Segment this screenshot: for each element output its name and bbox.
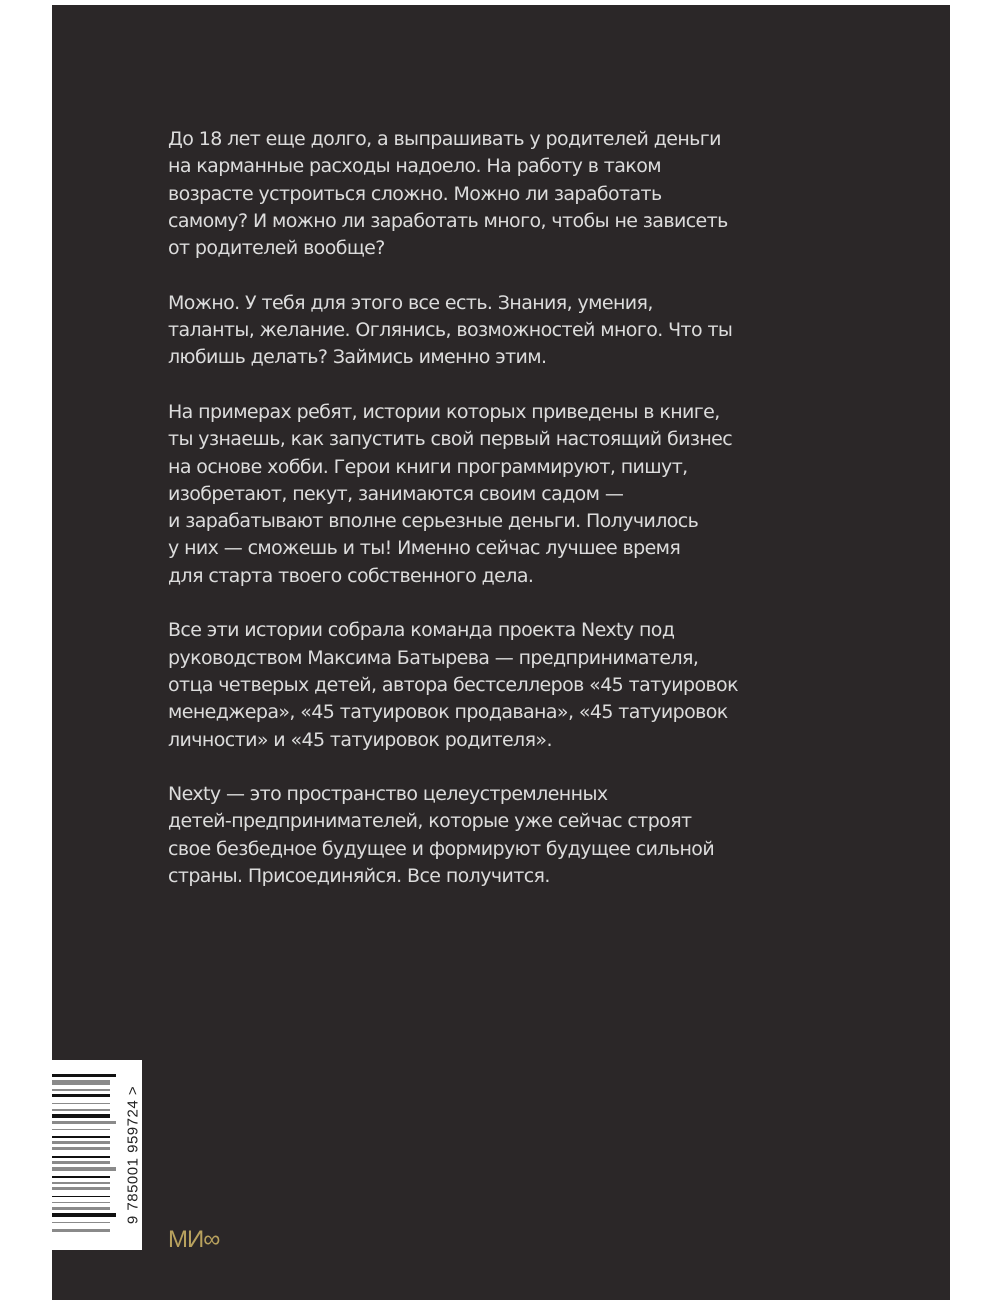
barcode-digits (122, 1060, 144, 1250)
barcode-bar (52, 1202, 110, 1204)
barcode-bar (52, 1074, 116, 1077)
text-line: Можно. У тебя для этого все есть. Знания, умения, (168, 291, 653, 314)
barcode-bar (52, 1129, 110, 1131)
barcode-bar (52, 1161, 110, 1164)
barcode-bar (52, 1121, 116, 1124)
text-line: На примерах ребят, истории которых приведены в книге, (168, 400, 720, 423)
paragraph (168, 781, 848, 890)
text-line: личности» и «45 татуировок родителя». (168, 728, 552, 751)
barcode-bar (52, 1103, 110, 1105)
text-line: отца четверых детей, автора бестселлеров «45 татуировок (168, 673, 738, 696)
barcode-bar (52, 1141, 110, 1144)
barcode-bar (52, 1207, 110, 1210)
barcode-bar (52, 1187, 110, 1190)
paragraph (168, 617, 848, 753)
barcode-bar (52, 1167, 116, 1172)
text-line: любишь делать? Займись именно этим. (168, 346, 547, 369)
paragraph (168, 290, 848, 372)
paragraph (168, 399, 848, 590)
text-line: ты узнаешь, как запустить свой первый настоящий бизнес (168, 428, 733, 451)
text-line: возрасте устроиться сложно. Можно ли заработать (168, 182, 662, 205)
barcode-bar (52, 1182, 110, 1184)
barcode-bar (52, 1080, 110, 1085)
text-line: свое безбедное будущее и формируют будущее сильной (168, 837, 715, 860)
barcode-bar (52, 1147, 110, 1150)
text-line: менеджера», «45 татуировок продавана», «45 татуировок (168, 701, 728, 724)
cover-blurb (168, 126, 848, 918)
barcode-bar (52, 1109, 110, 1111)
text-line: страны. Присоединяйся. Все получится. (168, 865, 550, 888)
paragraph (168, 126, 848, 262)
text-line: изобретают, пекут, занимаются своим садом — (168, 482, 624, 505)
barcode-bar (52, 1222, 110, 1224)
barcode-bar (52, 1114, 110, 1119)
text-line: на карманные расходы надоело. На работу в таком (168, 155, 661, 178)
barcode-bar (52, 1229, 110, 1232)
text-line: и зарабатывают вполне серьезные деньги. Получилось (168, 510, 699, 533)
barcode-bar (52, 1136, 110, 1138)
barcode-number: 9 785001 959724 > (124, 1085, 142, 1225)
isbn-barcode (52, 1060, 142, 1250)
publisher-logo: МИ∞ (168, 1226, 220, 1253)
text-line: на основе хобби. Герои книги программируют, пишут, (168, 455, 688, 478)
text-line: детей-предпринимателей, которые уже сейчас строят (168, 810, 692, 833)
text-line: Nexty — это пространство целеустремленных (168, 783, 608, 806)
text-line: таланты, желание. Оглянись, возможностей много. Что ты (168, 319, 733, 342)
barcode-bar (52, 1196, 110, 1198)
barcode-bar (52, 1094, 110, 1097)
text-line: Все эти истории собрала команда проекта Nexty под (168, 619, 675, 642)
barcode-bars (52, 1074, 122, 1239)
barcode-bar (52, 1213, 116, 1218)
barcode-bar (52, 1156, 110, 1158)
text-line: самому? И можно ли заработать много, чтобы не зависеть (168, 209, 728, 232)
text-line: от родителей вообще? (168, 237, 385, 260)
text-line: для старта твоего собственного дела. (168, 564, 534, 587)
barcode-bar (52, 1089, 110, 1091)
text-line: руководством Максима Батырева — предпринимателя, (168, 646, 699, 669)
text-line: у них — сможешь и ты! Именно сейчас лучшее время (168, 537, 681, 560)
barcode-bar (52, 1176, 110, 1178)
text-line: До 18 лет еще долго, а выпрашивать у родителей деньги (168, 128, 721, 150)
